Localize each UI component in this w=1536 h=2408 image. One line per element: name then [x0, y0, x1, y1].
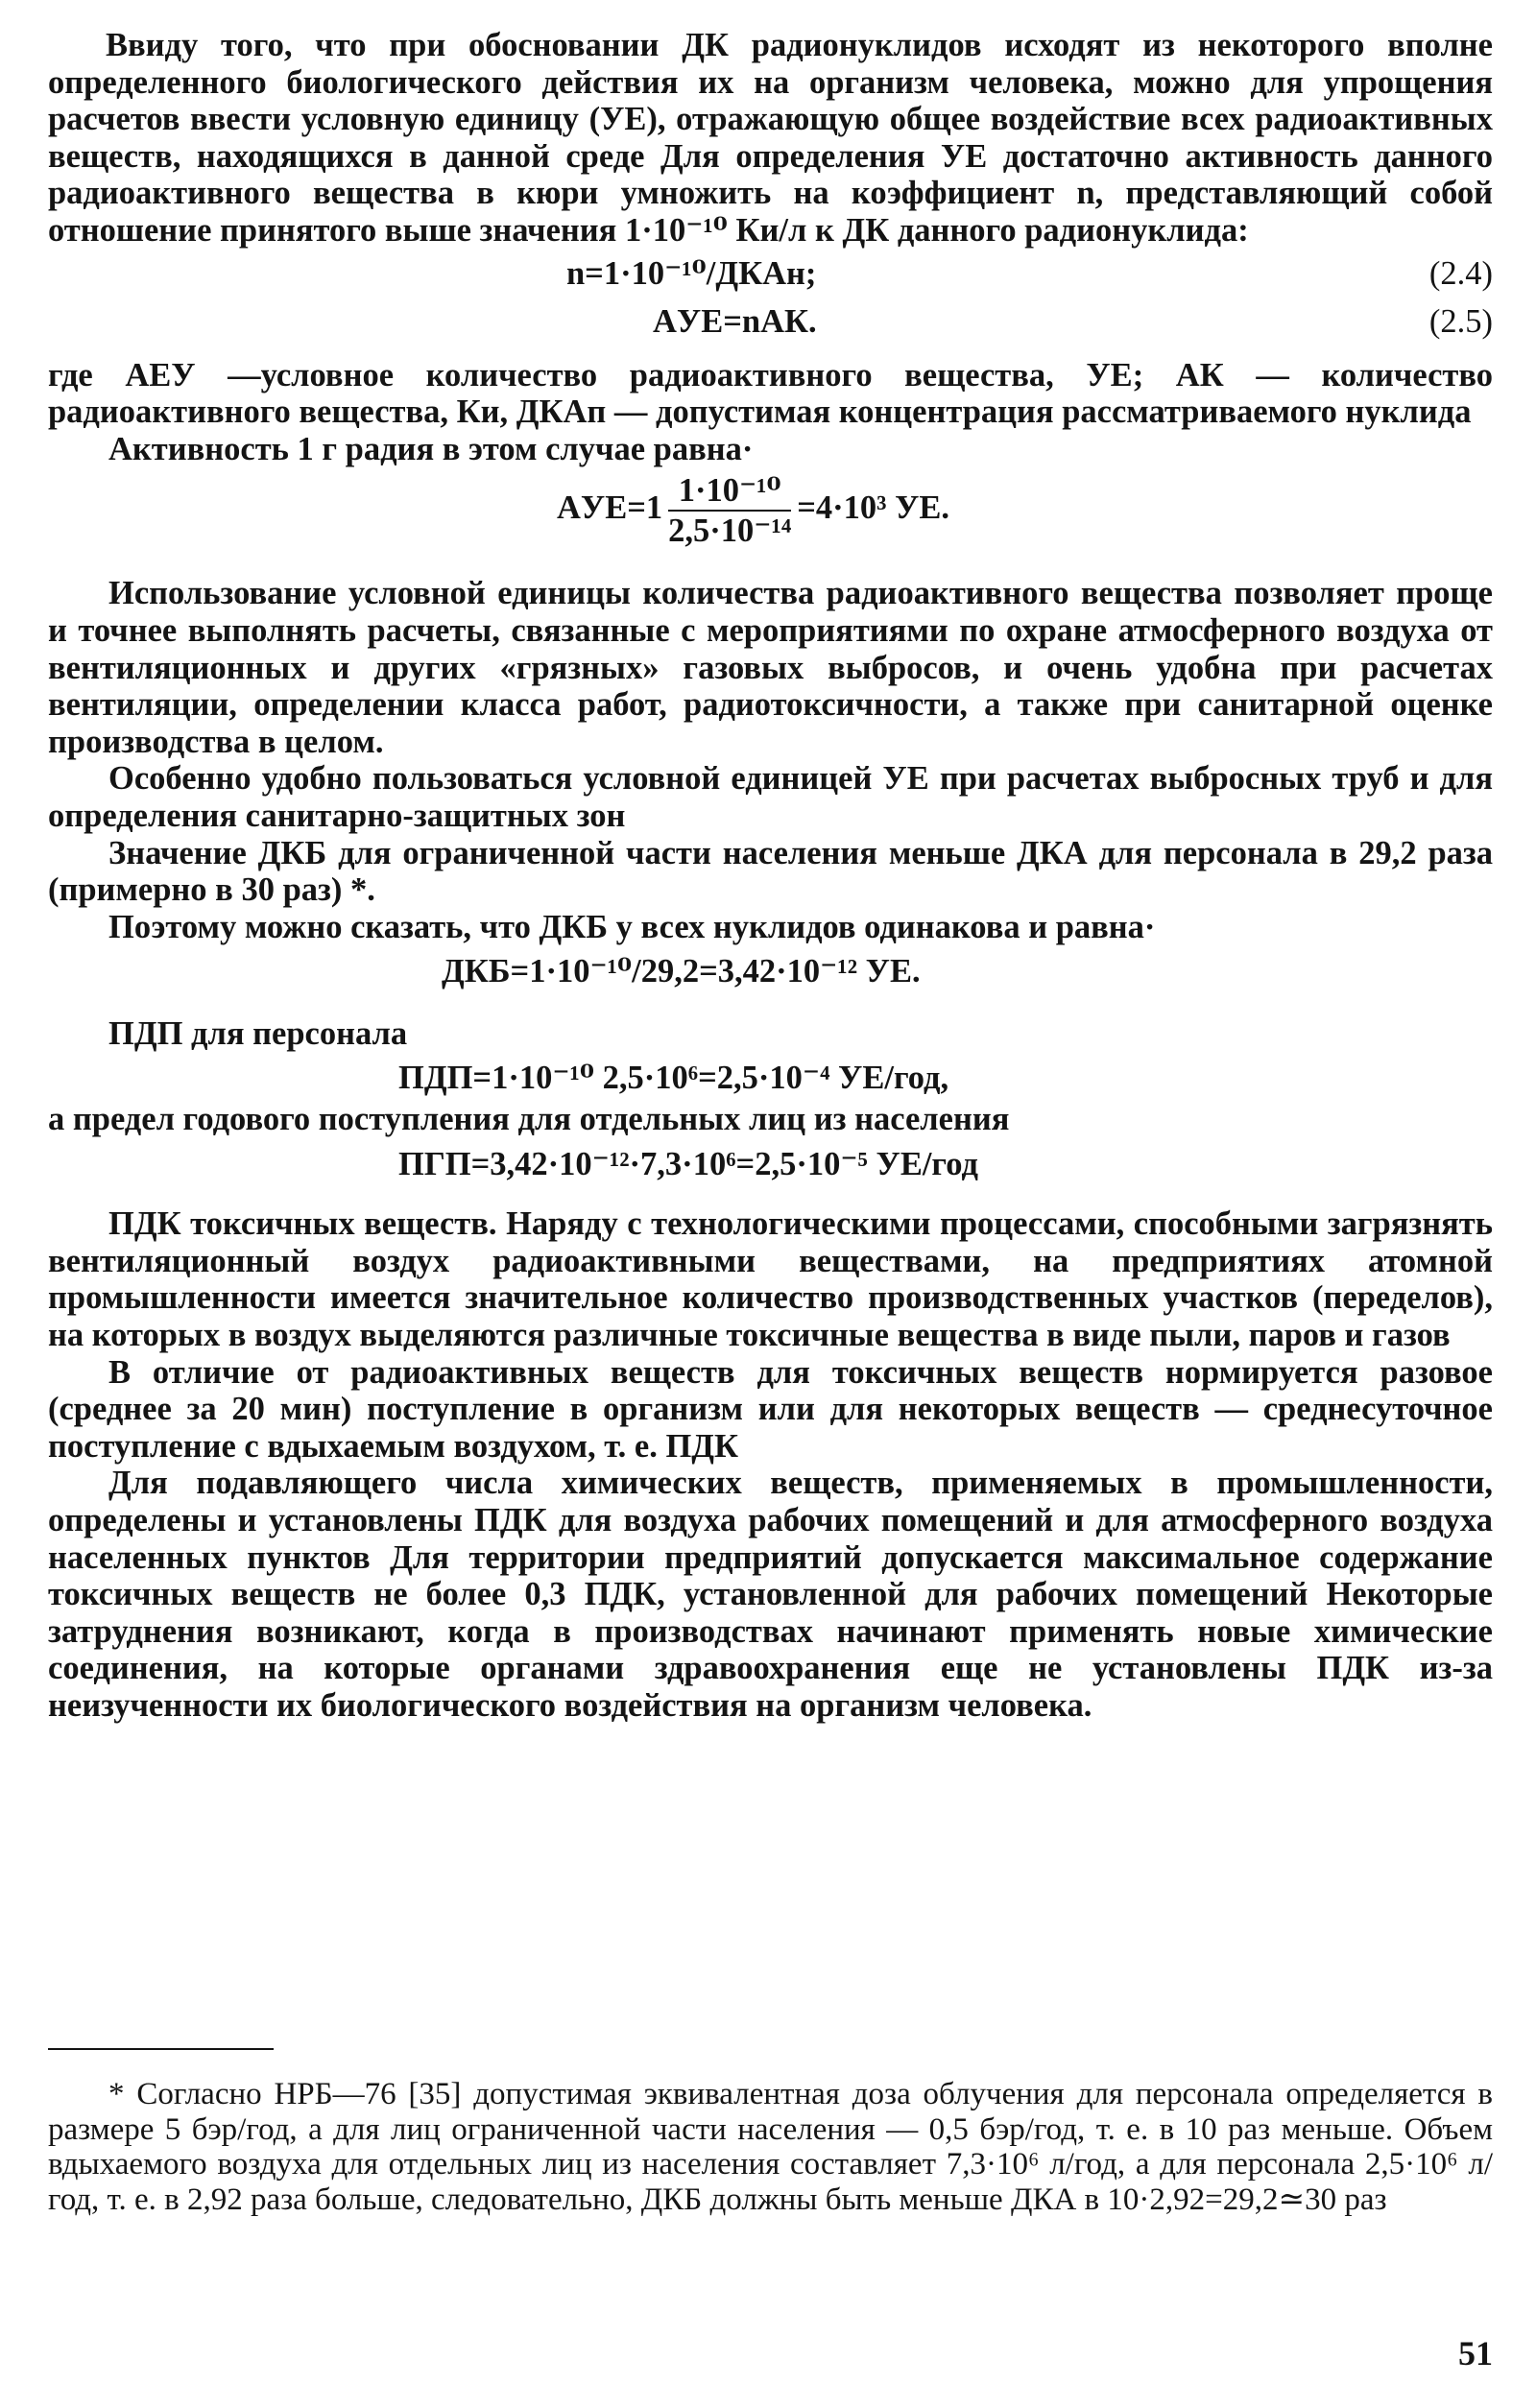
formula-radium-fraction: [668, 471, 791, 550]
document-page: [48, 27, 1493, 2388]
paragraph-therefore: Поэтому можно сказать, что ДКБ у всех нуклидов одинакова и равна·: [108, 908, 1156, 945]
formula-dkb: ДКБ=1·10⁻¹⁰/29,2=3,42·10⁻¹² УЕ.: [442, 953, 921, 990]
paragraph-where: где AЕУ —условное количество радиоактивного вещества, УЕ; AК — количество радиоактивного вещества, Ки, ДКAп — допустимая концентрация рассматриваемого нуклида: [48, 356, 1493, 431]
paragraph-convenient: Особенно удобно пользоваться условной единицей УЕ при расчетах выбросных труб и для определения санитарно-защитных зон: [48, 760, 1493, 834]
paragraph-dkb-value: Значение ДКБ для ограниченной части населения меньше ДКА для персонала в 29,2 раза (примерно в 30 раз) *.: [48, 834, 1493, 909]
formula-2-5-number: (2.5): [1428, 302, 1493, 340]
formula-2-5: [48, 299, 1493, 347]
formula-2-4-expression: n=1·10⁻¹⁰/ДКAн;: [566, 254, 817, 292]
formula-2-4: [48, 251, 1493, 299]
footnote: * Согласно НРБ—76 [35] допустимая эквивалентная доза облучения для персонала определяется в размере 5 бэр/год, а для лиц ограниченной части населения — 0,5 бэр/год, т. е. в 10 раз меньше. Объем вдыхаемого воздуха для отдельных лиц из населения составляет 7,3·10⁶ л/год, а для персонала 2,5·10⁶ л/год, т. е. в 2,92 раза больше, следовательно, ДКБ должны быть меньше ДКА в 10·2,92=29,2≃30 раз: [48, 2077, 1493, 2217]
paragraph-chemicals: Для подавляющего числа химических веществ, применяемых в промышленности, определены и установлены ПДК для воздуха рабочих помещений и для атмосферного воздуха населенных пунктов Для территории предприятий допускается максимальное содержание токсичных веществ не более 0,3 ПДК, установленной для рабочих помещений Некоторые затруднения возникают, когда в производствах начинают применять новые химические соединения, на которые органами здравоохранения еще не установлены ПДК из-за неизученности их биологического воздействия на организм человека.: [48, 1465, 1493, 1724]
paragraph-toxic-text: Наряду с технологическими процессами, способными загрязнять вентиляционный воздух радиоактивными веществами, на предприятиях атомной промышленности имеется значительное количество производственных участков (переделов), на которых в воздух выделяются различные токсичные вещества в виде пыли, паров и газов: [48, 1205, 1493, 1354]
formula-radium-lhs: AУЕ=1: [557, 489, 663, 527]
section-heading-toxic: ПДК токсичных веществ.: [108, 1205, 497, 1243]
formula-radium: [48, 471, 1493, 550]
page-number: 51: [1458, 2334, 1493, 2372]
paragraph-intro: Ввиду того, что при обосновании ДК радионуклидов исходят из некоторого вполне определенного биологического действия их на организм человека, можно для упрощения расчетов ввести условную единицу (УЕ), отражающую общее воздействие всех радиоактивных веществ, находящихся в данной среде Для определения УЕ достаточно активность данного радиоактивного вещества в кюри умножить на коэффициент n, представляющий собой отношение принятого выше значения 1·10⁻¹⁰ Ки/л к ДК данного радионуклида:: [48, 27, 1493, 249]
paragraph-radium: Активность 1 г радия в этом случае равна·: [108, 430, 754, 467]
paragraph-usage: Использование условной единицы количества радиоактивного вещества позволяет проще и точнее выполнять расчеты, связанные с мероприятиями по охране атмосферного воздуха от вентиляционных и других «грязных» газовых выбросов, и очень удобна при расчетах вентиляции, определении класса работ, радиотоксичности, а также при санитарной оценке производства в целом.: [48, 575, 1493, 760]
formula-radium-numerator: 1·10⁻¹⁰: [668, 471, 791, 512]
formula-radium-rhs: =4·10³ УЕ.: [797, 489, 950, 527]
paragraph-pgp-label: а предел годового поступления для отдельных лиц из населения: [48, 1101, 1010, 1138]
paragraph-difference: В отличие от радиоактивных веществ для токсичных веществ нормируется разовое (среднее за 20 мин) поступление в организм или для некоторых веществ — среднесуточное поступление с вдыхаемым воздухом, т. е. ПДК: [48, 1353, 1493, 1465]
formula-pdp: ПДП=1·10⁻¹⁰ 2,5·10⁶=2,5·10⁻⁴ УЕ/год,: [398, 1060, 949, 1097]
formula-2-4-number: (2.4): [1428, 254, 1493, 292]
formula-pgp: ПГП=3,42·10⁻¹²·7,3·10⁶=2,5·10⁻⁵ УЕ/год: [398, 1145, 978, 1182]
paragraph-pdp-label: ПДП для персонала: [108, 1014, 408, 1052]
formula-radium-denominator: 2,5·10⁻¹⁴: [668, 513, 792, 550]
paragraph-toxic: [48, 1205, 1493, 1353]
footnote-divider: [48, 2048, 274, 2050]
formula-2-5-expression: AУЕ=nAК.: [653, 302, 817, 340]
